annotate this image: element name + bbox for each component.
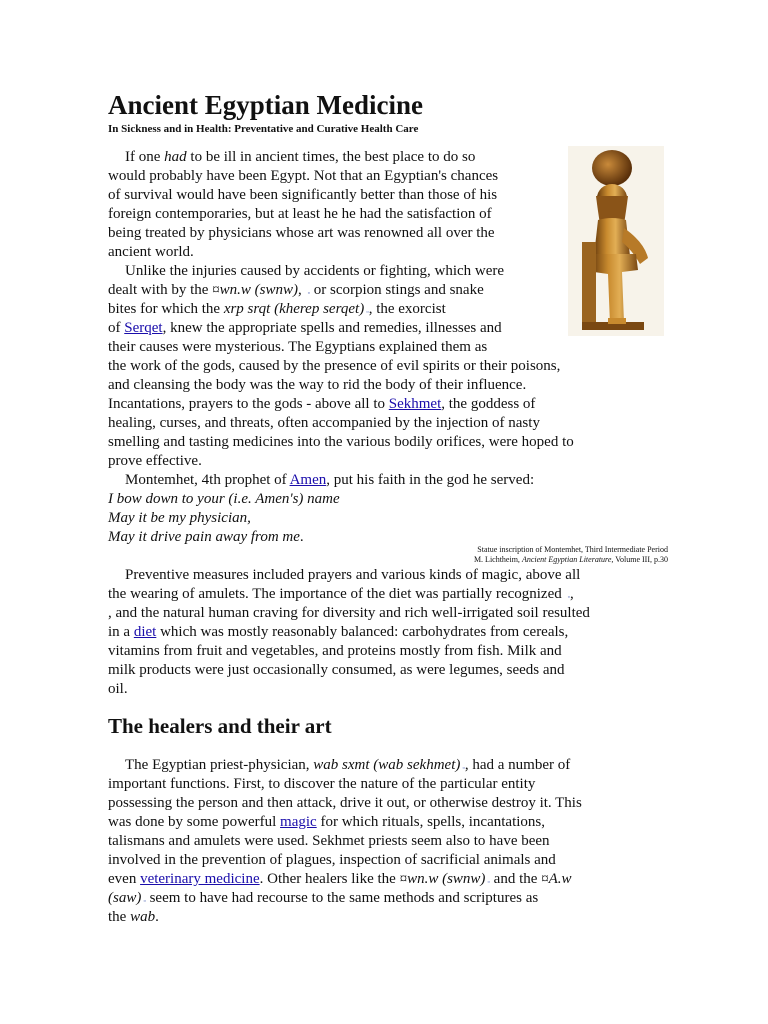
p2-line-10: smelling and tasting medicines into the various bodily orifices, were hoped to: [108, 434, 574, 450]
p4-line-1: Preventive measures included prayers and various kinds of magic, above all: [125, 567, 581, 583]
transliteration-kherep-serqet: xrp srqt (kherep serqet): [223, 301, 365, 317]
s2-line-4: was done by some powerful magic for which rituals, spells, incantations,: [108, 814, 545, 830]
p2-line-7: and cleansing the body was the way to rid the body of their influence.: [108, 377, 527, 393]
seated-goddess-statue-image: [568, 146, 664, 336]
p1-line-6: ancient world.: [108, 244, 194, 260]
reference-icon[interactable]: ▫: [143, 897, 146, 905]
p2-line-4: of Serqet, knew the appropriate spells and remedies, illnesses and: [108, 320, 502, 336]
transliteration-swnw-2: ¤wn.w (swnw): [399, 871, 486, 887]
transliteration-saw: ¤A.w: [541, 871, 572, 887]
s2-line-8: (saw) ▫ seem to have had recourse to the same methods and scriptures as: [108, 890, 539, 906]
p4-line-6: milk products were just occasionally consumed, as were legumes, seeds and: [108, 662, 565, 678]
s2-line-7: even veterinary medicine. Other healers like the ¤wn.w (swnw) ▫ and the ¤A.w: [108, 871, 572, 887]
p1-line-5: being treated by physicians whose art was renowned all over the: [108, 225, 495, 241]
s2-line-3: possessing the person and then attack, drive it out, or otherwise destroy it. This: [108, 795, 582, 811]
link-sekhmet[interactable]: Sekhmet: [388, 396, 442, 412]
link-magic[interactable]: magic: [280, 814, 317, 830]
s2-line-9: the wab.: [108, 909, 159, 925]
transliteration-swnw: ¤wn.w (swnw): [212, 282, 299, 298]
p4-line-4: in a diet which was mostly reasonably balanced: carbohydrates from cereals,: [108, 624, 569, 640]
link-amen[interactable]: Amen: [289, 472, 327, 488]
p4-line-2: the wearing of amulets. The importance of the diet was partially recognized ▫,: [108, 586, 574, 602]
quote-line-2: May it be my physician,: [108, 510, 251, 526]
p2-line-9: healing, curses, and threats, often accompanied by the injection of nasty: [108, 415, 540, 431]
quote-line-3: May it drive pain away from me.: [108, 529, 304, 545]
reference-icon[interactable]: ▫: [462, 764, 465, 772]
p1-line-1: If one had to be ill in ancient times, the best place to do so: [125, 149, 476, 165]
section-heading-healers: The healers and their art: [108, 714, 332, 738]
reference-icon[interactable]: ▫: [366, 308, 369, 316]
quote-caption-line-1: Statue inscription of Montemhet, Third Intermediate Period: [477, 545, 668, 554]
s2-line-1: The Egyptian priest-physician, wab sxmt (wab sekhmet) ▫, had a number of: [125, 757, 571, 773]
quote-caption-line-2: M. Lichtheim, Ancient Egyptian Literature, Volume III, p.30: [473, 555, 668, 564]
page-subtitle: In Sickness and in Health: Preventative and Curative Health Care: [108, 123, 419, 135]
s2-line-5: talismans and amulets were used. Sekhmet priests seem also to have been: [108, 833, 550, 849]
p4-line-5: vitamins from fruit and vegetables, and proteins mostly from fish. Milk and: [108, 643, 562, 659]
p2-line-5: their causes were mysterious. The Egyptians explained them as: [108, 339, 488, 355]
p4-line-7: oil.: [108, 681, 128, 697]
quote-line-1: I bow down to your (i.e. Amen's) name: [108, 491, 340, 507]
p1-line-2: would probably have been Egypt. Not that an Egyptian's chances: [108, 168, 499, 184]
p2-line-8: Incantations, prayers to the gods - above all to Sekhmet, the goddess of: [108, 396, 536, 412]
s2-line-2: important functions. First, to discover the nature of the particular entity: [108, 776, 536, 792]
p2-line-2: dealt with by the ¤wn.w (swnw), ▫ or scorpion stings and snake: [108, 282, 484, 298]
p1-line-4: foreign contemporaries, but at least he he had the satisfaction of: [108, 206, 492, 222]
link-veterinary-medicine[interactable]: veterinary medicine: [140, 871, 260, 887]
link-serqet[interactable]: Serqet: [124, 320, 163, 336]
p3-line-1: Montemhet, 4th prophet of Amen, put his faith in the god he served:: [125, 472, 535, 488]
page-title: Ancient Egyptian Medicine: [108, 90, 423, 120]
reference-icon[interactable]: ▫: [487, 878, 490, 886]
p4-line-3: , and the natural human craving for diversity and rich well-irrigated soil resulted: [108, 605, 590, 621]
p1-line-3: of survival would have been significantly better than those of his: [108, 187, 498, 203]
p2-line-3: bites for which the xrp srqt (kherep serqet) ▫, the exorcist: [108, 301, 446, 317]
reference-icon[interactable]: ▫: [567, 593, 570, 601]
transliteration-wab-sekhmet: wab sxmt (wab sekhmet): [313, 757, 461, 773]
p2-line-11: prove effective.: [108, 453, 202, 469]
s2-line-6: involved in the prevention of plagues, inspection of sacrificial animals and: [108, 852, 556, 868]
p2-line-6: the work of the gods, caused by the presence of evil spirits or their poisons,: [108, 358, 561, 374]
link-diet[interactable]: diet: [133, 624, 157, 640]
p2-line-1: Unlike the injuries caused by accidents or fighting, which were: [125, 263, 505, 279]
reference-icon[interactable]: ▫: [307, 289, 310, 297]
